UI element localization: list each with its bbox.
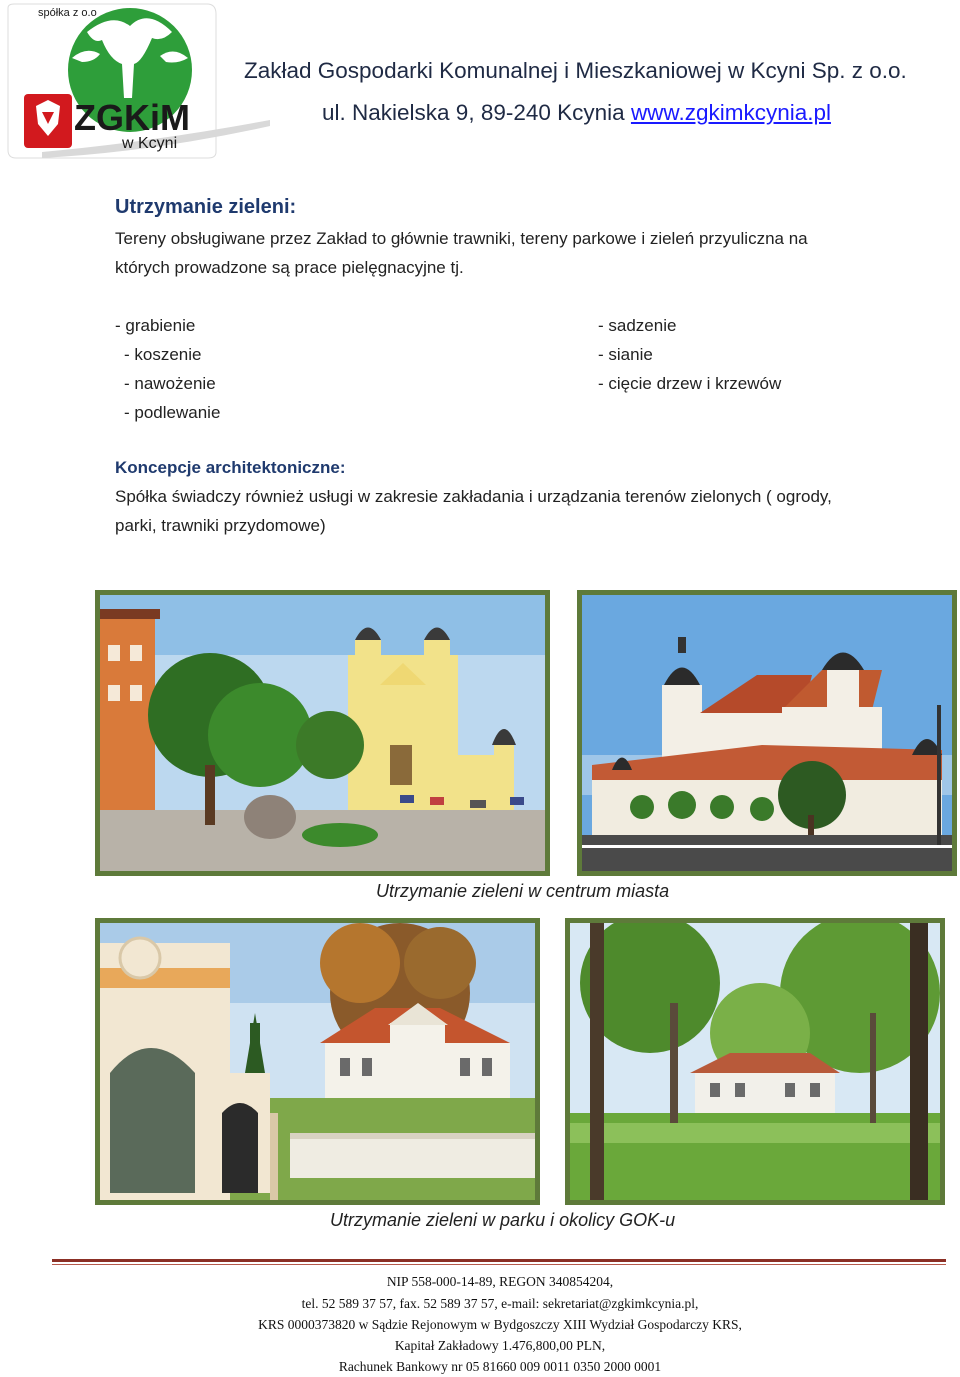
list-item: - koszenie	[124, 345, 202, 364]
list-item: - grabienie	[115, 316, 196, 335]
company-address-line	[322, 100, 960, 126]
care-tasks-list-right	[598, 311, 781, 398]
list-item: - cięcie drzew i krzewów	[598, 374, 782, 393]
list-item: - sadzenie	[598, 316, 677, 335]
footer-divider	[52, 1259, 946, 1262]
section-heading-architecture: Koncepcje architektoniczne:	[115, 458, 346, 477]
section-heading-care: Utrzymanie zieleni:	[115, 196, 297, 218]
website-link[interactable]: www.zgkimkcynia.pl	[630, 100, 831, 125]
care-paragraph-line-2: których prowadzone są prace pielęgnacyjne tj.	[115, 258, 464, 277]
company-logo	[2, 2, 272, 160]
architecture-paragraph-line-1: Spółka świadczy również usługi w zakresie zakładania i urządzania terenów zielonych ( ogrody,	[115, 487, 832, 506]
company-address: ul. Nakielska 9, 89-240 Kcynia	[322, 100, 625, 125]
photo-caption-town-center: Utrzymanie zieleni w centrum miasta	[376, 881, 670, 901]
footer-court-registry: KRS 0000373820 w Sądzie Rejonowym w Bydgoszczy XIII Wydział Gospodarczy KRS,	[258, 1317, 742, 1332]
photo-park-gok-building	[565, 918, 945, 1205]
footer-contact: tel. 52 589 37 57, fax. 52 589 37 57, e-mail: sekretariat@zgkimkcynia.pl,	[301, 1296, 699, 1311]
list-item: - podlewanie	[124, 403, 221, 422]
logo-brand: ZGKiM	[74, 97, 190, 138]
list-item: - sianie	[598, 345, 653, 364]
photo-town-center-church	[95, 590, 550, 876]
logo-company-form: spółka z o.o	[38, 7, 97, 19]
footer-bank-account: Rachunek Bankowy nr 05 81660 009 0011 0350 2000 0001	[338, 1359, 662, 1374]
care-paragraph-line-1: Tereny obsługiwane przez Zakład to głównie trawniki, tereny parkowe i zieleń przyuliczna na	[115, 229, 808, 248]
company-name: Zakład Gospodarki Komunalnej i Mieszkaniowej w Kcyni Sp. z o.o.	[244, 58, 907, 83]
photo-caption-park: Utrzymanie zieleni w parku i okolicy GOK-u	[330, 1210, 676, 1230]
list-item: - nawożenie	[124, 374, 216, 393]
footer-tax-ids: NIP 558-000-14-89, REGON 340854204,	[386, 1274, 614, 1289]
footer-share-capital: Kapitał Zakładowy 1.476,800,00 PLN,	[394, 1338, 606, 1353]
logo-town: w Kcyni	[122, 135, 178, 152]
photo-town-center-monastery	[577, 590, 957, 876]
care-tasks-list-left	[115, 311, 220, 427]
architecture-paragraph-line-2: parki, trawniki przydomowe)	[115, 516, 326, 535]
photo-park-gate-manor	[95, 918, 540, 1205]
footer-divider-thin	[52, 1264, 946, 1265]
